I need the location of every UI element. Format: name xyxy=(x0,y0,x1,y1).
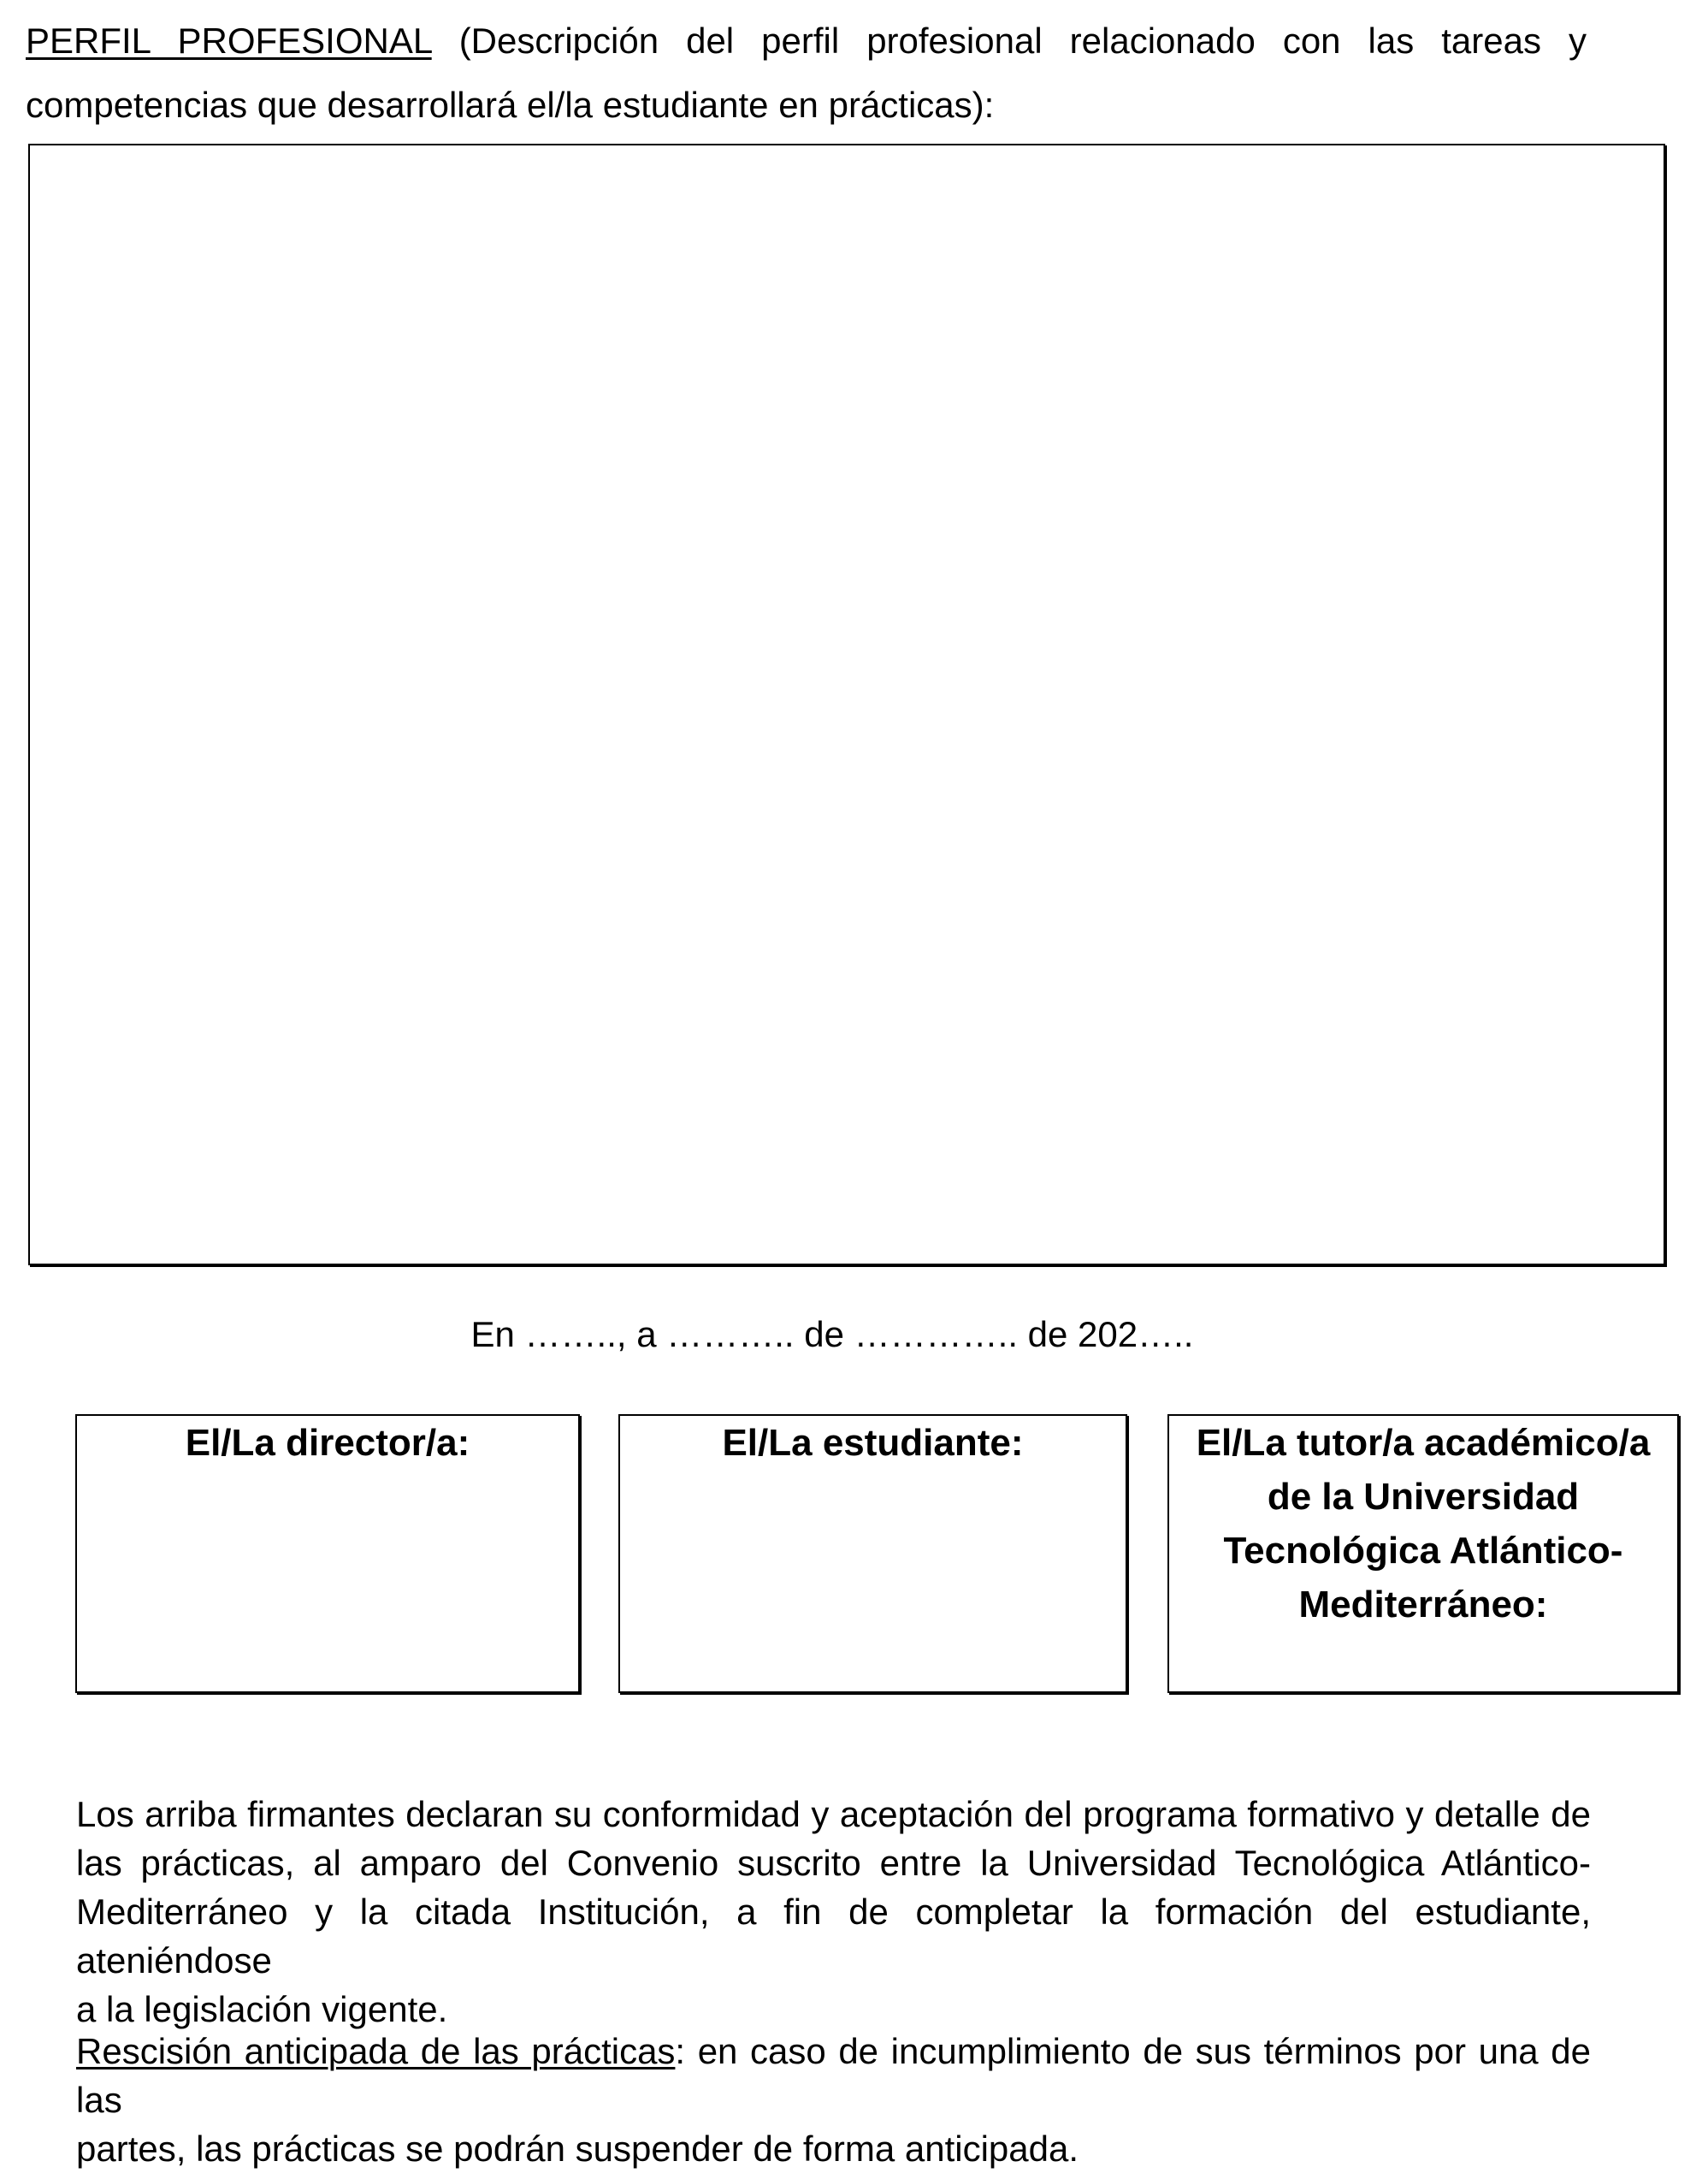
profile-description-box[interactable] xyxy=(28,144,1665,1265)
heading-line1 xyxy=(26,9,1587,73)
heading-underlined-title: PERFIL PROFESIONAL xyxy=(26,21,432,61)
signature-box-director-label xyxy=(77,1412,578,1470)
text-line: El/La tutor/a académico/a xyxy=(1196,1422,1651,1464)
date-place-line: En …….., a ……….. de ………….. de 202….. xyxy=(470,1314,1194,1354)
text-line: El/La estudiante: xyxy=(722,1422,1024,1464)
signature-box-student[interactable] xyxy=(618,1414,1127,1693)
rescission-underlined-lead: Rescisión anticipada de las prácticas xyxy=(76,2031,676,2071)
rescission-line1-rest: : en caso de incumplimiento de sus términos por una de las xyxy=(76,2031,1591,2120)
signature-box-student-label xyxy=(620,1412,1126,1470)
text-line: Tecnológica Atlántico- xyxy=(1223,1530,1623,1572)
text-line: El/La director/a: xyxy=(185,1422,470,1464)
text-line: Mediterráneo: xyxy=(1298,1584,1548,1625)
rescission-line2: partes, las prácticas se podrán suspender de forma anticipada. xyxy=(76,2129,1079,2169)
agreement-paragraph xyxy=(76,1790,1591,2034)
rescission-line1 xyxy=(76,2027,1591,2124)
section-heading xyxy=(26,9,1587,137)
text-line: Mediterráneo y la citada Institución, a fin de completar la formación del estudiante, ateniéndose xyxy=(76,1892,1591,1981)
text-line: de la Universidad xyxy=(1267,1476,1580,1518)
text-line: a la legislación vigente. xyxy=(76,1989,448,2029)
text-line: Los arriba firmantes declaran su conformidad y aceptación del programa formativo y detalle de xyxy=(76,1794,1591,1834)
heading-line1-rest: (Descripción del perfil profesional relacionado con las tareas y xyxy=(458,21,1587,61)
heading-line2: competencias que desarrollará el/la estudiante en prácticas): xyxy=(26,85,995,125)
signature-box-director[interactable] xyxy=(75,1414,580,1693)
rescission-paragraph xyxy=(76,2027,1591,2173)
text-line: las prácticas, al amparo del Convenio suscrito entre la Universidad Tecnológica Atlántico- xyxy=(76,1843,1591,1883)
signature-box-tutor[interactable] xyxy=(1167,1414,1679,1693)
signature-box-tutor-label xyxy=(1169,1412,1677,1631)
